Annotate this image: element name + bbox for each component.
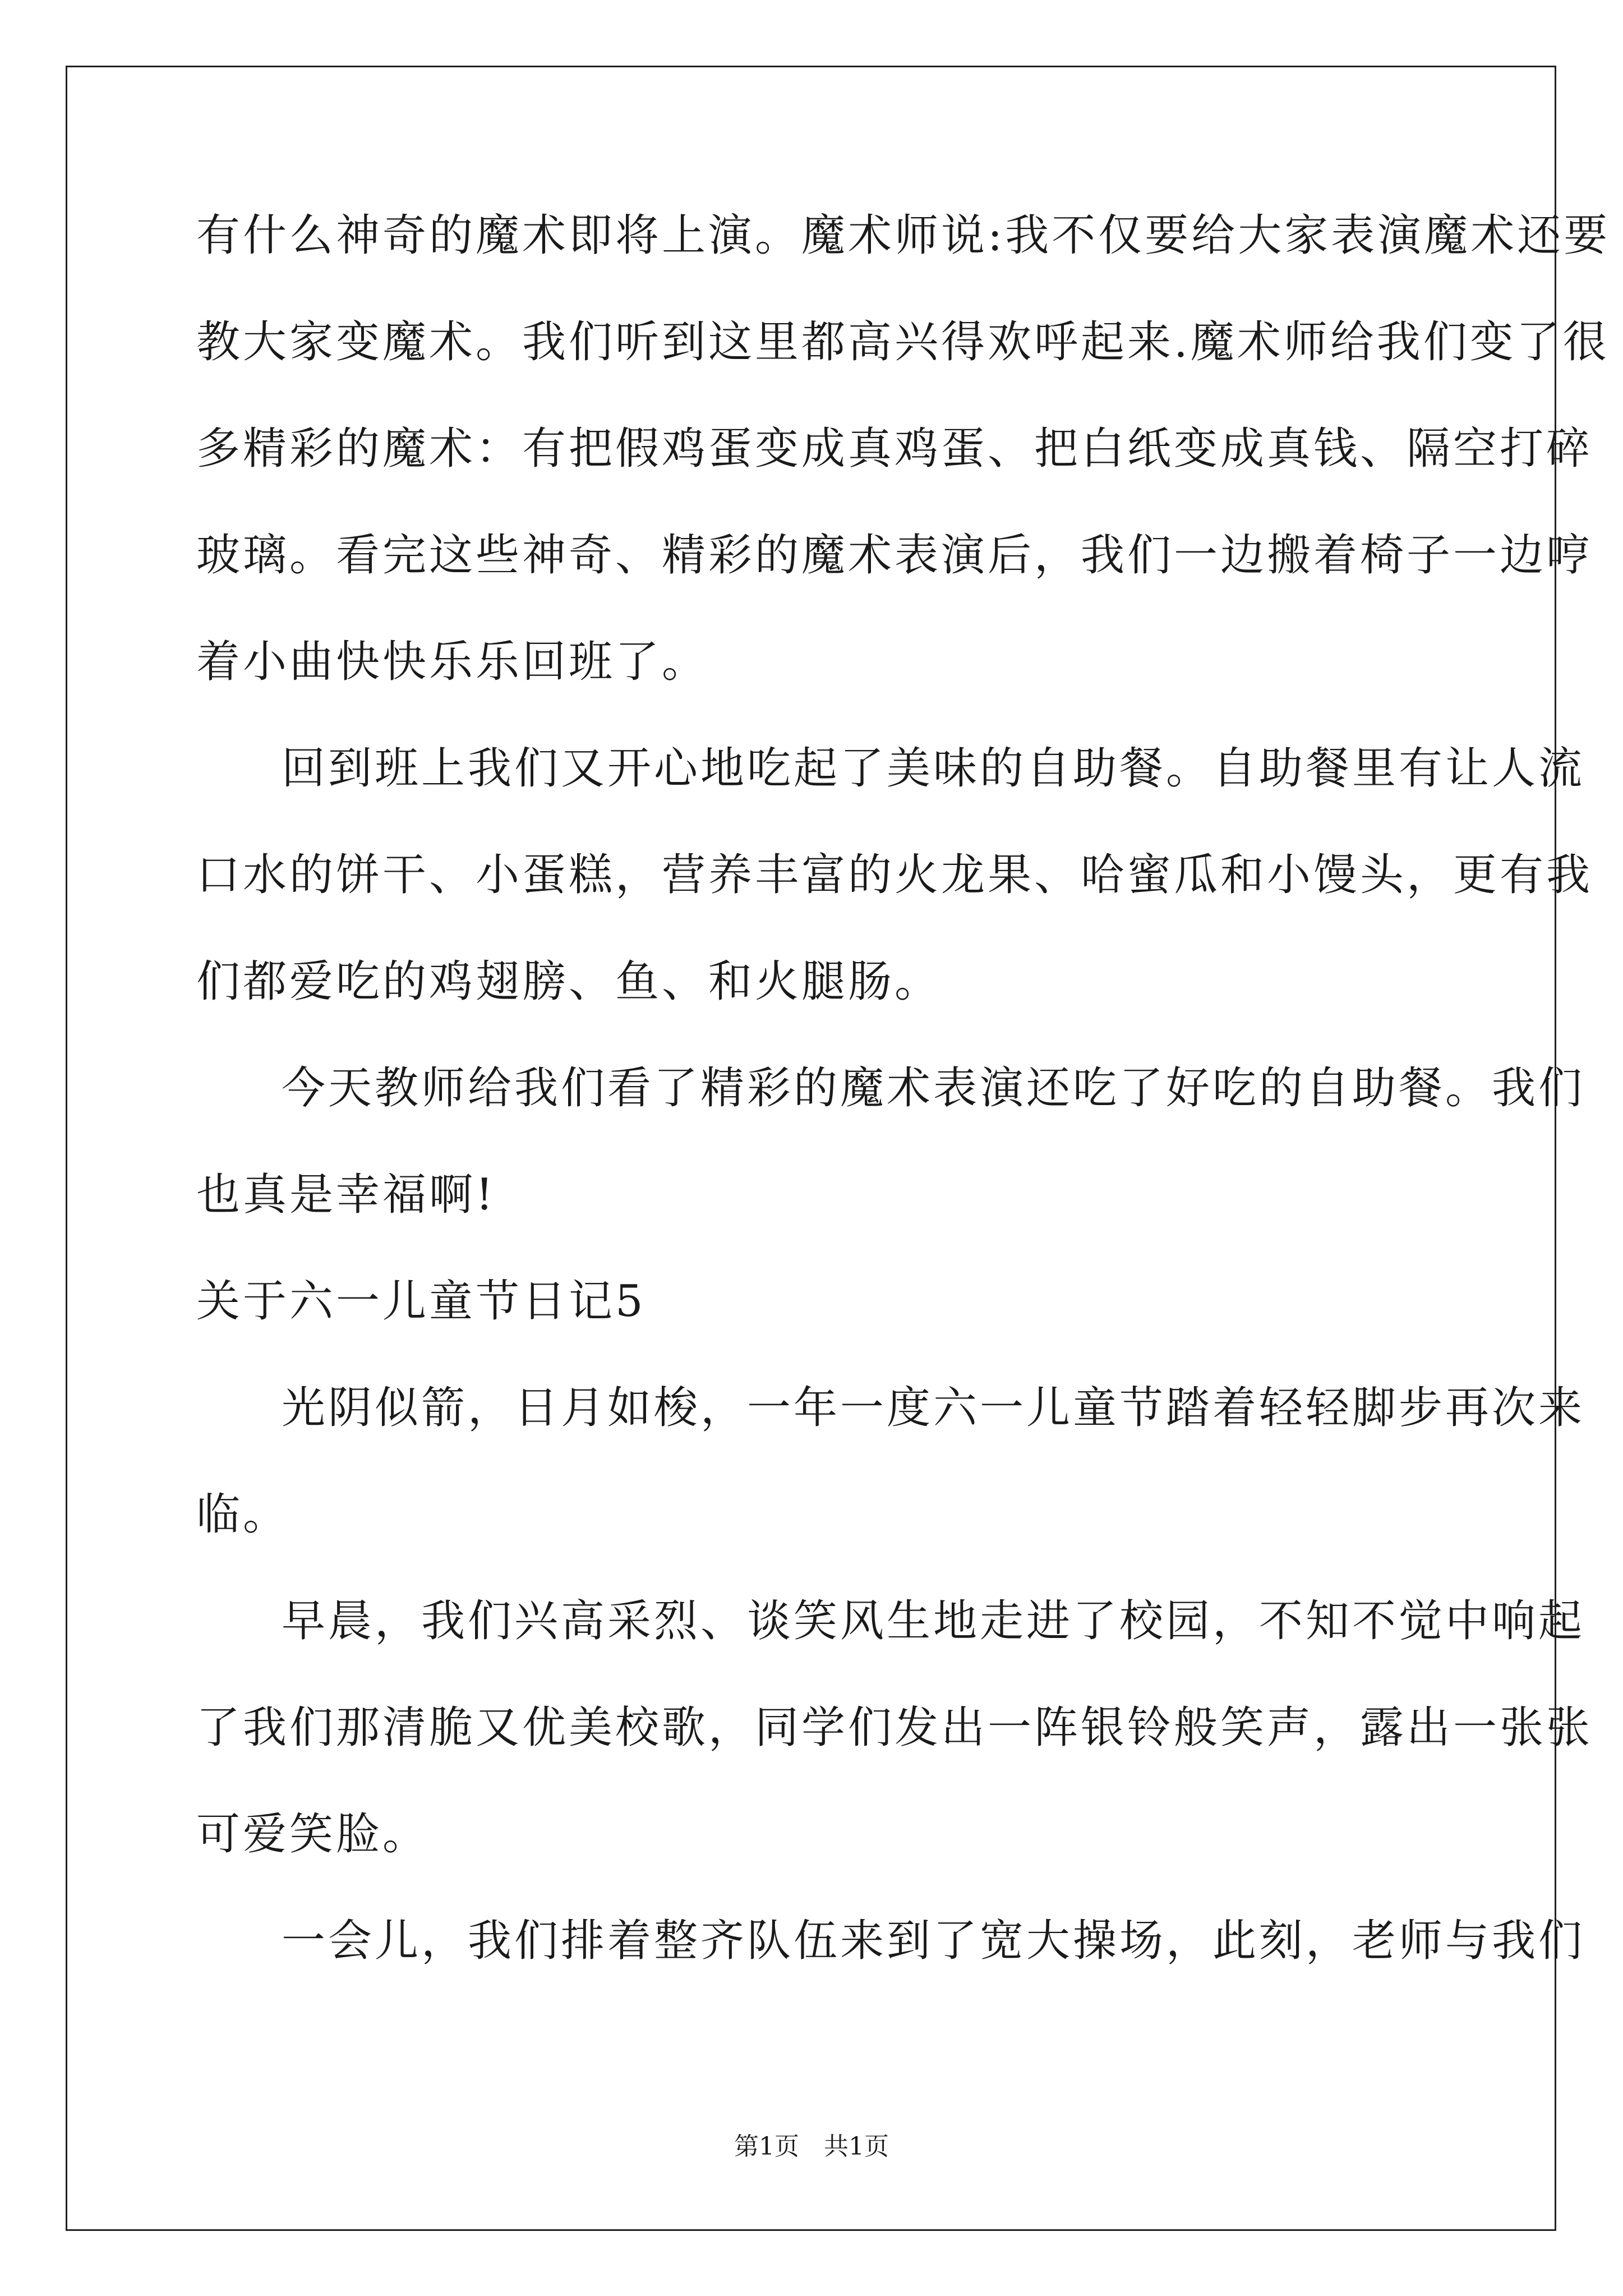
paragraph-start-line: 早晨，我们兴高采烈、谈笑风生地走进了校园，不知不觉中响起: [282, 1596, 1585, 1646]
text-line: 口水的饼干、小蛋糕，营养丰富的火龙果、哈蜜瓜和小馒头，更有我: [196, 850, 1593, 900]
paragraph-start-line: 一会儿，我们排着整齐队伍来到了宽大操场，此刻，老师与我们: [282, 1916, 1585, 1966]
text-line: 教大家变魔术。我们听到这里都高兴得欢呼起来.魔术师给我们变了很: [196, 317, 1610, 367]
page-border: [66, 66, 1556, 2231]
text-line: 多精彩的魔术：有把假鸡蛋变成真鸡蛋、把白纸变成真钱、隔空打碎: [196, 424, 1593, 474]
paragraph-start-line: 回到班上我们又开心地吃起了美味的自助餐。自助餐里有让人流: [282, 743, 1585, 794]
paragraph-start-line: 今天教师给我们看了精彩的魔术表演还吃了好吃的自助餐。我们: [282, 1063, 1585, 1114]
section-heading: 关于六一儿童节日记5: [196, 1276, 646, 1327]
text-line: 临。: [196, 1489, 290, 1540]
text-line: 们都爱吃的鸡翅膀、鱼、和火腿肠。: [196, 956, 942, 1007]
text-line: 了我们那清脆又优美校歌，同学们发出一阵银铃般笑声，露出一张张: [196, 1703, 1593, 1753]
text-line: 着小曲快快乐乐回班了。: [196, 637, 709, 687]
paragraph-start-line: 光阴似箭，日月如梭，一年一度六一儿童节踏着轻轻脚步再次来: [282, 1383, 1585, 1433]
text-line: 可爱笑脸。: [196, 1809, 430, 1860]
text-line: 玻璃。看完这些神奇、精彩的魔术表演后，我们一边搬着椅子一边哼: [196, 530, 1593, 581]
page-number-footer: 第1页 共1页: [734, 2132, 889, 2161]
text-line: 也真是幸福啊!: [196, 1170, 496, 1220]
text-line: 有什么神奇的魔术即将上演。魔术师说:我不仅要给大家表演魔术还要: [196, 210, 1611, 261]
